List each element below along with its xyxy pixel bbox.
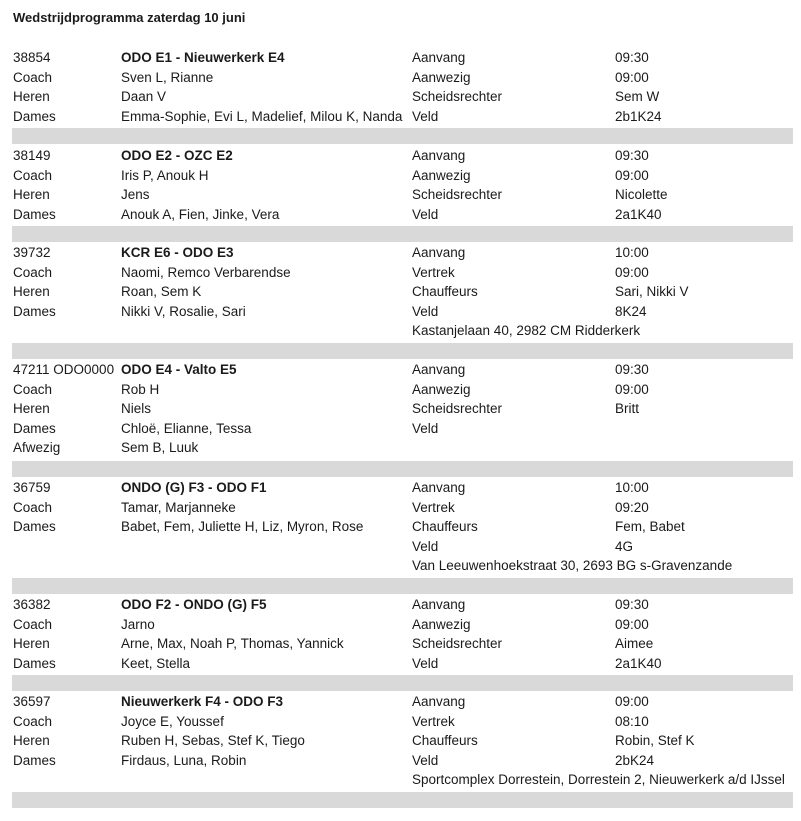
names: Sven L, Rianne [121,69,214,85]
start-label: Aanvang [412,694,466,709]
info-label: Scheidsrechter [412,187,503,202]
info-value: Sari, Nikki V [615,284,689,299]
detail-row [0,380,801,400]
names: Iris P, Anouk H [121,167,209,183]
detail-row [0,712,801,732]
info-label: Aanwezig [412,167,471,183]
role-label: Heren [13,733,50,748]
names: Arne, Max, Noah P, Thomas, Yannick [121,636,344,651]
info-label: Scheidsrechter [412,89,503,104]
info-value: 09:00 [615,381,649,397]
match-title: ODO E2 - OZC E2 [121,148,233,163]
role-label: Coach [13,616,53,632]
names: Naomi, Remco Verbarendse [121,264,291,280]
match-code: 38149 [13,148,51,163]
match-title: KCR E6 - ODO E3 [121,245,234,260]
detail-row [0,302,801,322]
separator-bar [12,461,793,477]
start-label: Aanvang [412,362,466,377]
info-label: Veld [412,420,439,436]
start-label: Aanvang [412,245,466,260]
role-label: Dames [13,108,56,124]
names: Jens [121,187,150,202]
separator-bar [12,675,793,691]
info-value: Sem W [615,89,660,104]
role-label: Coach [13,381,53,397]
info-value: Robin, Stef K [615,733,695,748]
detail-row [0,205,801,225]
info-value: 2a1K40 [615,206,662,222]
match-block-39732 [0,243,801,341]
info-label: Scheidsrechter [412,401,503,416]
start-time: 09:30 [615,50,649,65]
info-value: 8K24 [615,303,647,319]
info-value: 2a1K40 [615,655,662,671]
detail-row [0,87,801,107]
info-value: 4G [615,538,634,554]
detail-row [0,399,801,419]
start-time: 09:00 [615,694,649,709]
info-value: 09:00 [615,264,649,280]
match-block-38854 [0,48,801,126]
info-value: 09:00 [615,167,649,183]
role-label: Heren [13,636,50,651]
names: Firdaus, Luna, Robin [121,752,247,768]
detail-row [0,68,801,88]
separator-bar [12,578,793,594]
info-label: Veld [412,538,439,554]
detail-row [0,438,801,458]
match-header-row [0,692,801,712]
detail-row [0,282,801,302]
start-label: Aanvang [412,480,466,495]
match-title: ODO F2 - ONDO (G) F5 [121,597,267,612]
role-label: Coach [13,69,53,85]
role-label: Heren [13,284,50,299]
detail-row [0,517,801,537]
detail-row [0,419,801,439]
names: Rob H [121,381,160,397]
role-label: Afwezig [13,440,61,455]
detail-row [0,107,801,127]
names: Anouk A, Fien, Jinke, Vera [121,206,280,222]
match-code: 36759 [13,480,51,495]
detail-row [0,263,801,283]
match-block-36759 [0,478,801,576]
info-label: Veld [412,655,439,671]
role-label: Heren [13,401,50,416]
info-label: Vertrek [412,499,455,515]
detail-row [0,615,801,635]
info-value: 2b1K24 [615,108,662,124]
info-value: Aimee [615,636,654,651]
role-label: Dames [13,519,56,534]
venue-address: Van Leeuwenhoekstraat 30, 2693 BG s-Gravenzande [412,558,733,573]
start-time: 10:00 [615,245,649,260]
info-label: Veld [412,108,439,124]
info-value: 09:20 [615,499,649,515]
info-label: Chauffeurs [412,284,478,299]
info-label: Scheidsrechter [412,636,503,651]
match-title: ODO E1 - Nieuwerkerk E4 [121,50,285,65]
match-header-row [0,48,801,68]
match-block-36382 [0,595,801,673]
names: Daan V [121,89,167,104]
match-block-38149 [0,146,801,224]
info-label: Veld [412,206,439,222]
info-value: 2bK24 [615,752,655,768]
match-header-row [0,478,801,498]
role-label: Dames [13,420,56,436]
info-label: Vertrek [412,713,455,729]
info-label: Veld [412,752,439,768]
info-value: 08:10 [615,713,649,729]
names: Tamar, Marjanneke [121,499,236,515]
separator-bar [12,226,793,242]
start-label: Aanvang [412,148,466,163]
address-row [0,556,801,576]
match-code: 47211 ODO0000 [13,362,115,377]
names: Emma-Sophie, Evi L, Madelief, Milou K, Nanda [121,108,403,124]
match-header-row [0,595,801,615]
names: Jarno [121,616,155,632]
start-time: 09:30 [615,148,649,163]
names: Sem B, Luuk [121,440,199,455]
match-title: ODO E4 - Valto E5 [121,362,237,377]
role-label: Coach [13,713,53,729]
match-code: 38854 [13,50,51,65]
separator-bar [12,128,793,144]
info-value: Fem, Babet [615,519,685,534]
role-label: Dames [13,303,56,319]
match-header-row [0,360,801,380]
detail-row [0,654,801,674]
match-header-row [0,146,801,166]
info-value: Britt [615,401,640,416]
info-label: Chauffeurs [412,733,478,748]
info-label: Aanwezig [412,616,471,632]
names: Keet, Stella [121,655,191,671]
address-row [0,321,801,341]
venue-address: Sportcomplex Dorrestein, Dorrestein 2, Nieuwerkerk a/d IJssel [412,772,785,787]
role-label: Heren [13,187,50,202]
detail-row [0,537,801,557]
match-code: 36597 [13,694,51,709]
detail-row [0,185,801,205]
start-label: Aanvang [412,597,466,612]
detail-row [0,166,801,186]
info-label: Aanwezig [412,69,471,85]
separator-bar [12,343,793,359]
info-label: Veld [412,303,439,319]
match-block-47211 [0,360,801,458]
match-title: Nieuwerkerk F4 - ODO F3 [121,694,284,709]
match-header-row [0,243,801,263]
page-title: Wedstrijdprogramma zaterdag 10 juni [13,10,246,25]
start-time: 10:00 [615,480,649,495]
names: Joyce E, Youssef [121,713,224,729]
info-value: 09:00 [615,616,649,632]
detail-row [0,731,801,751]
start-time: 09:30 [615,597,649,612]
start-time: 09:30 [615,362,649,377]
info-value: 09:00 [615,69,649,85]
role-label: Coach [13,167,53,183]
role-label: Heren [13,89,50,104]
address-row [0,770,801,790]
match-block-36597 [0,692,801,790]
names: Niels [121,401,152,416]
detail-row [0,751,801,771]
match-title: ONDO (G) F3 - ODO F1 [121,480,267,495]
detail-row [0,498,801,518]
role-label: Dames [13,752,56,768]
role-label: Dames [13,655,56,671]
info-label: Chauffeurs [412,519,478,534]
detail-row [0,634,801,654]
role-label: Dames [13,206,56,222]
names: Chloë, Elianne, Tessa [121,420,252,436]
role-label: Coach [13,499,53,515]
names: Babet, Fem, Juliette H, Liz, Myron, Rose [121,519,364,534]
info-value: Nicolette [615,187,668,202]
names: Roan, Sem K [121,284,202,299]
match-code: 36382 [13,597,51,612]
names: Nikki V, Rosalie, Sari [121,303,246,319]
info-label: Vertrek [412,264,455,280]
start-label: Aanvang [412,50,466,65]
venue-address: Kastanjelaan 40, 2982 CM Ridderkerk [412,323,641,338]
names: Ruben H, Sebas, Stef K, Tiego [121,733,305,748]
role-label: Coach [13,264,53,280]
info-label: Aanwezig [412,381,471,397]
match-code: 39732 [13,245,51,260]
separator-bar [12,792,793,808]
